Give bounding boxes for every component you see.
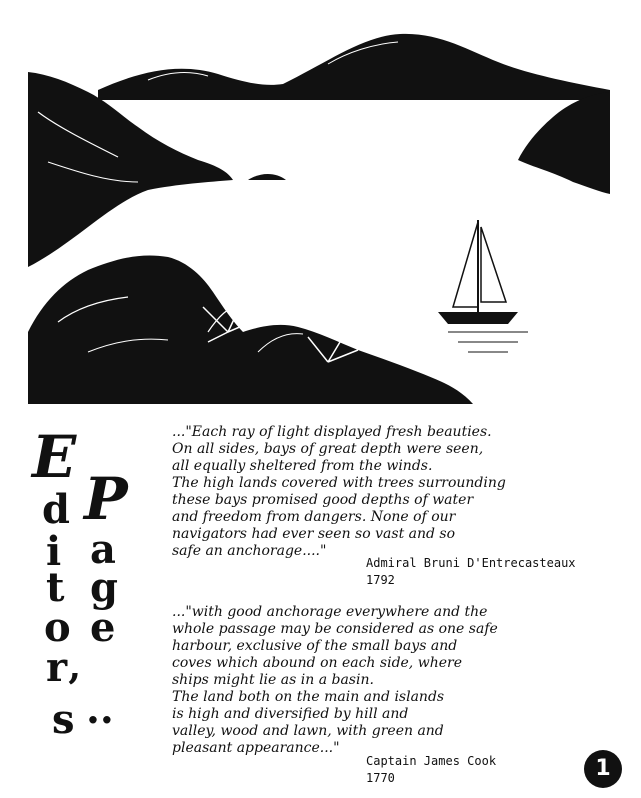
quote-line: harbour, exclusive of the small bays and xyxy=(172,638,458,654)
quote2-author: Captain James Cook xyxy=(366,754,497,768)
quote-line: The land both on the main and islands xyxy=(172,689,445,705)
title-letter: g xyxy=(90,564,118,611)
title-letter: e xyxy=(90,604,116,651)
quote-entrecasteaux xyxy=(172,424,506,560)
quote-line: safe an anchorage...." xyxy=(172,543,327,559)
quote-line: coves which abound on each side, where xyxy=(172,655,462,671)
quote-line: whole passage may be considered as one safe xyxy=(172,621,498,637)
title-dots: .. xyxy=(86,686,114,733)
bay-with-sailboat-illustration xyxy=(28,32,610,404)
title-letter: E xyxy=(32,423,77,491)
title-letter: s xyxy=(52,696,75,743)
quote1-author: Admiral Bruni D'Entrecasteaux xyxy=(366,556,576,570)
quote-line: valley, wood and lawn, with green and xyxy=(172,723,444,739)
title-letter: r xyxy=(46,644,68,691)
title-letter: i xyxy=(46,528,62,575)
quote-line: these bays promised good depths of water xyxy=(172,492,474,508)
quote-line: navigators had ever seen so vast and so xyxy=(172,526,456,542)
title-letter: a xyxy=(90,526,116,573)
title-letter: t xyxy=(46,564,65,611)
title-letter: P xyxy=(84,465,128,533)
quote-line: On all sides, bays of great depth were seen, xyxy=(172,441,484,457)
title-letter: o xyxy=(44,604,71,651)
quote-line: and freedom from dangers. None of our xyxy=(172,509,456,525)
quote2-year: 1770 xyxy=(366,771,395,785)
quote-line: ships might lie as in a basin. xyxy=(172,672,374,688)
quote-cook xyxy=(172,604,498,757)
quote-line: is high and diversified by hill and xyxy=(172,706,409,722)
quote-line: The high lands covered with trees surrounding xyxy=(172,475,506,491)
quote-line: ..."with good anchorage everywhere and the xyxy=(172,604,488,620)
quote-line: all equally sheltered from the winds. xyxy=(172,458,433,474)
title-letter: d xyxy=(42,486,70,533)
quote-line: ..."Each ray of light displayed fresh beauties. xyxy=(172,424,492,440)
quote1-year: 1792 xyxy=(366,573,395,587)
page-number-badge: 1 xyxy=(584,750,622,788)
quote-line: pleasant appearance..." xyxy=(172,740,340,756)
title-letter: ʼ xyxy=(66,666,80,713)
